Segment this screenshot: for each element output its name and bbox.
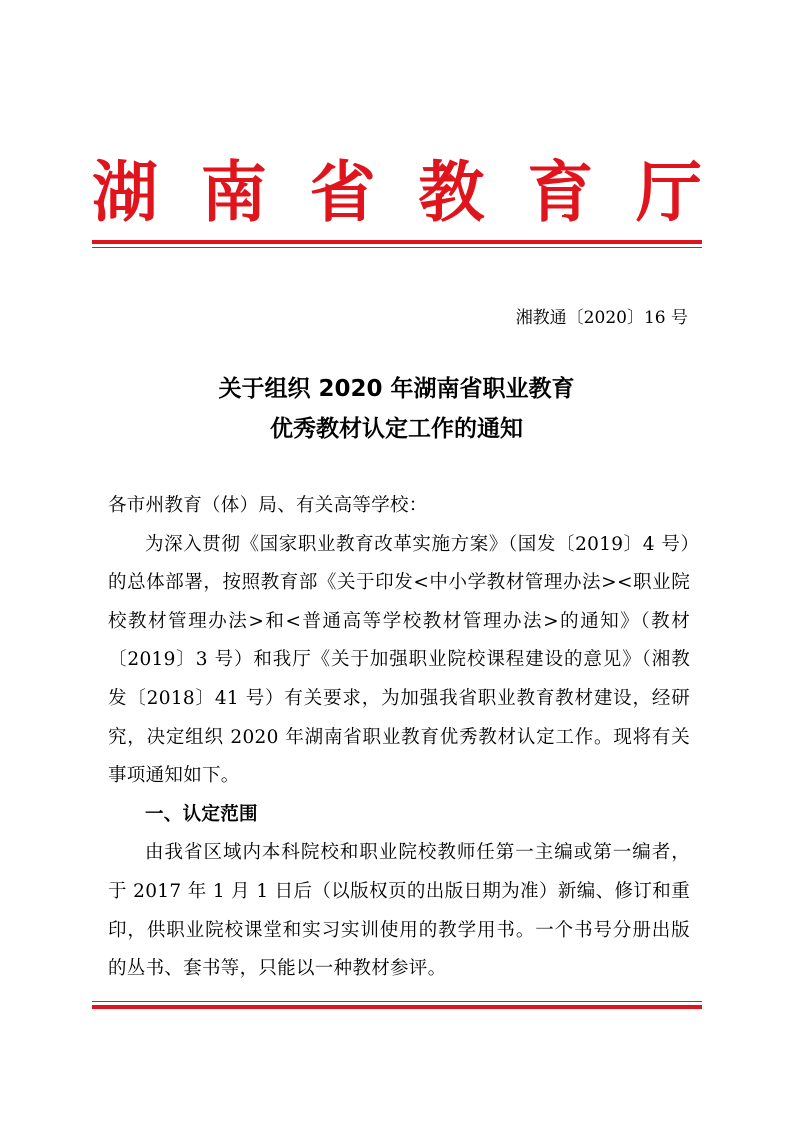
title-line-1: 关于组织 2020 年湖南省职业教育 (218, 376, 575, 402)
footer-rule-thin (92, 1001, 702, 1002)
title-line-2: 优秀教材认定工作的通知 (270, 416, 523, 442)
header-rule-thin (92, 247, 702, 248)
masthead-char: 教 (418, 153, 485, 231)
masthead-char: 南 (200, 153, 267, 231)
header-rule-thick (92, 240, 702, 244)
section-paragraph: 由我省区域内本科院校和职业院校教师任第一主编或第一编者，于 2017 年 1 月 1 日后（以版权页的出版日期为准）新编、修订和重印，供职业院校课堂和实习实训使用的教学用书。一个书号分册出版的丛书、套书等，只能以一种教材参评。 (108, 842, 690, 980)
masthead-char: 育 (527, 153, 594, 231)
masthead-char: 厅 (635, 153, 702, 231)
footer-rule-thick (92, 1005, 702, 1009)
intro-paragraph: 为深入贯彻《国家职业教育改革实施方案》（国发〔2019〕4 号）的总体部署，按照教育部《关于印发<中小学教材管理办法><职业院校教材管理办法>和<普通高等学校教材管理办法>的通知》（教材〔2019〕3 号）和我厅《关于加强职业院校课程建设的意见》（湘教发〔2018〕41 号）有关要求，为加强我省职业教育教材建设，经研究，决定组织 2020 年湖南省职业教育优秀教材认定工作。现将有关事项通知如下。 (108, 533, 690, 787)
masthead (92, 152, 702, 232)
masthead-char: 省 (309, 153, 376, 231)
salutation: 各市州教育（体）局、有关高等学校： (108, 495, 428, 516)
masthead-char: 湖 (92, 153, 158, 231)
document-body (108, 487, 690, 989)
document-number: 湘教通〔2020〕16 号 (515, 308, 688, 328)
section-heading: 一、认定范围 (145, 803, 258, 825)
